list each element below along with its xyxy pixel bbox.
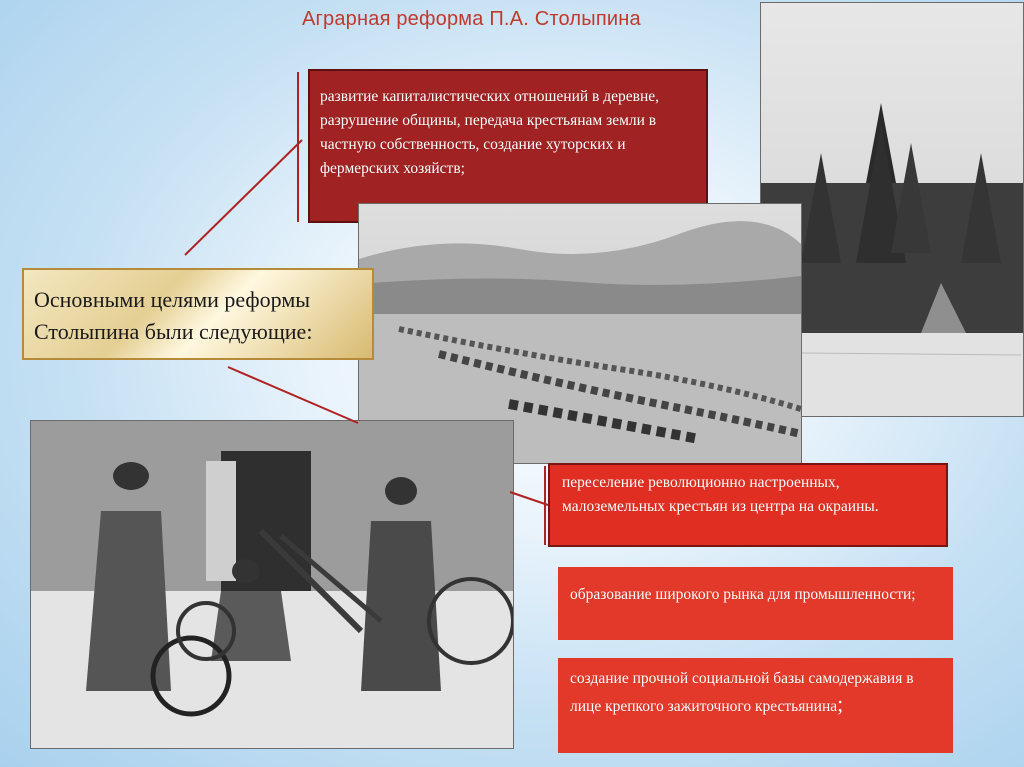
main-heading-line1: Основными целями реформы [34, 287, 311, 312]
connector-line-goal2-b [510, 492, 548, 505]
slide-title: Аграрная реформа П.А. Столыпина [302, 8, 641, 30]
goal-text-4: создание прочной социальной базы самодержавия в лице крепкого зажиточного крестьянина [570, 670, 914, 715]
goal-text-3: образование широкого рынка для промышленности; [570, 586, 916, 603]
goal-text-4-tail: ; [837, 691, 844, 716]
connector-line-goal1 [185, 140, 302, 255]
goal-box-4 [558, 658, 953, 753]
main-goals-heading [22, 268, 374, 360]
goal-text-1: развитие капиталистических отношений в деревне, разрушение общины, передача крестьянам земли в частную собственность, создание хуторских и фермерских хозяйств; [320, 88, 659, 177]
main-heading-line2: Столыпина были следующие: [34, 319, 313, 344]
connector-line-goal2 [228, 367, 358, 423]
peasants-plough-photo [30, 420, 514, 749]
goal-box-1 [308, 69, 708, 223]
goal-box-2 [548, 463, 948, 547]
goal-box-3 [558, 567, 953, 640]
goal-text-2: переселение революционно настроенных, малоземельных крестьян из центра на окраины. [562, 474, 879, 515]
